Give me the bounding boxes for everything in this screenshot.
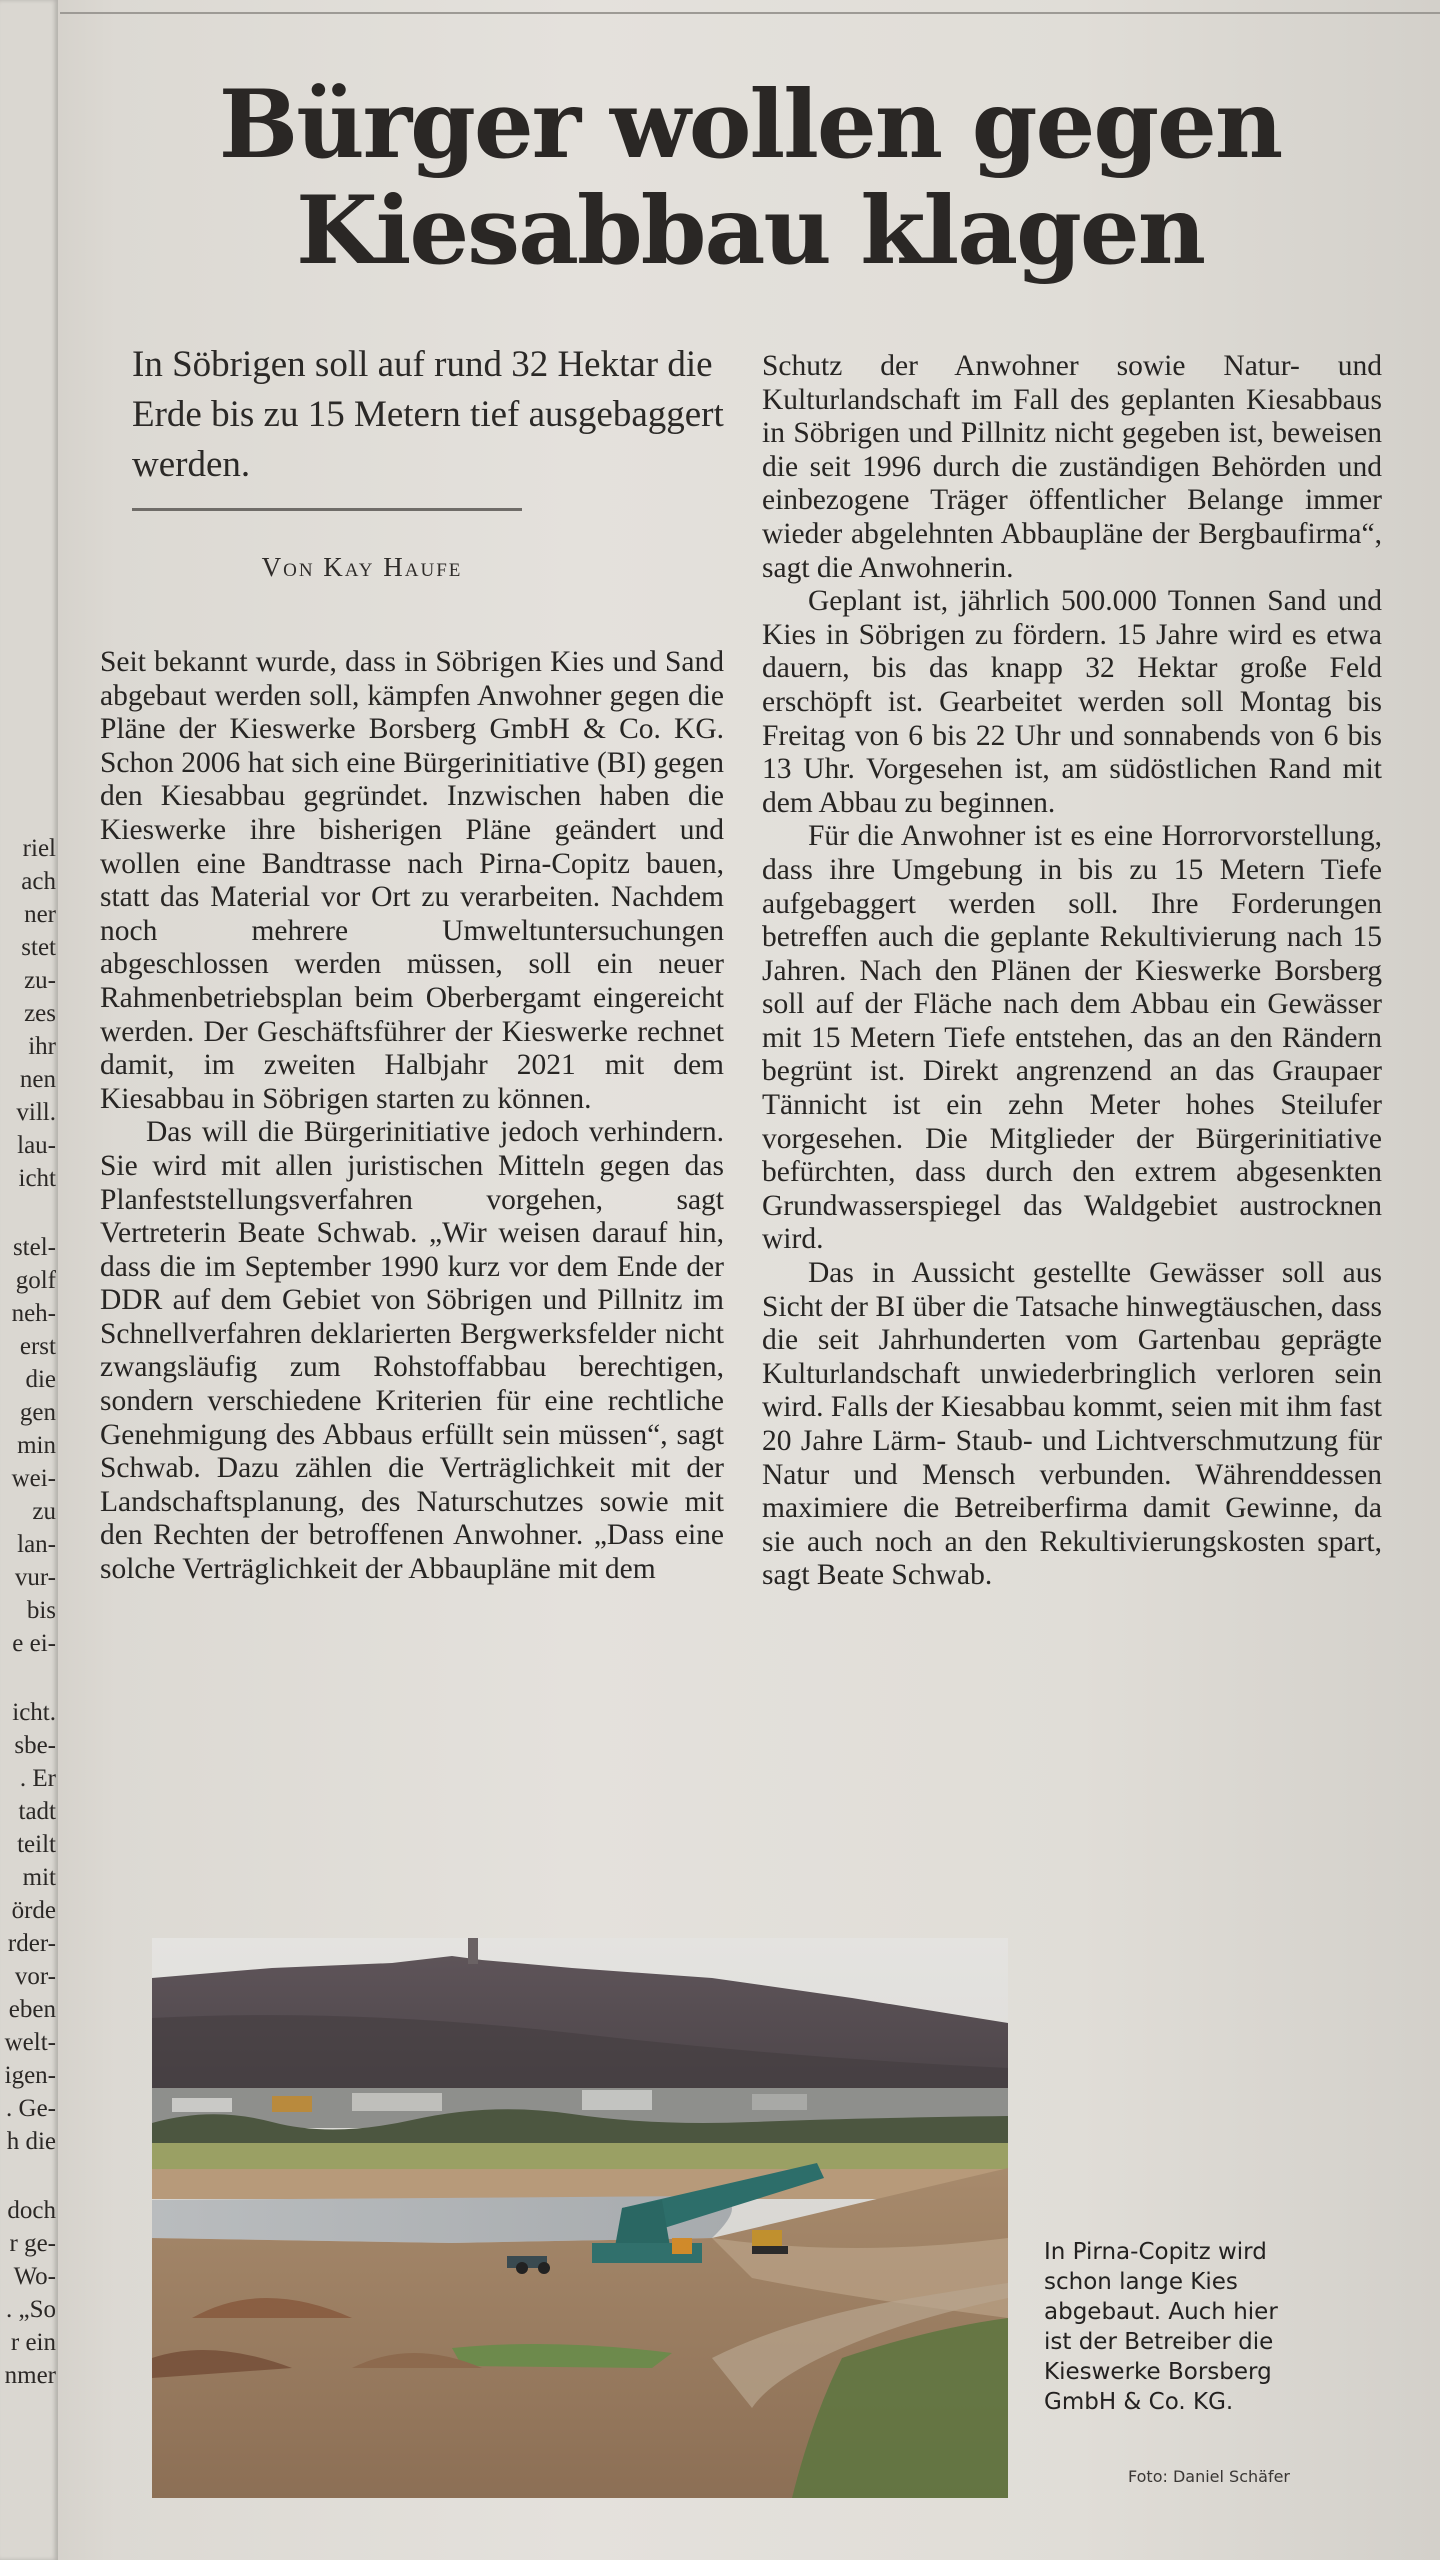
neighbor-column-fragment: igen- xyxy=(4,2062,56,2089)
neighbor-column-fragment: Wo- xyxy=(13,2263,56,2290)
neighbor-column-fragment: vill. xyxy=(16,1099,56,1126)
neighbor-column-fragment: h die xyxy=(6,2128,56,2155)
neighbor-column-fragment: teilt xyxy=(17,1831,56,1858)
neighbor-column-fragment: neh- xyxy=(11,1300,56,1327)
paragraph: Das will die Bürgerinitiative jedoch verhindern. Sie wird mit allen juristischen Mitteln gegen das Planfeststellungsverfahren vorgehen, sagt Vertreterin Beate Schwab. „Wir weisen darauf hin, dass die im September 1990 kurz vor dem Ende der DDR auf dem Gebiet von Söbrigen und Pillnitz im Schnellverfahren deklarierten Bergwerksfelder nicht zwangsläufig zum Rohstoffabbau berechtigen, sondern verschiedene Kriterien für eine rechtliche Genehmigung des Abbaus erfüllt sein müssen“, sagt Schwab. Dazu zählen die Verträglichkeit mit der Landschaftsplanung, des Naturschutzes sowie mit den Rechten der betroffenen Anwohner. „Dass eine solche Verträglichkeit der Abbaupläne mit dem xyxy=(100,1116,724,1586)
neighbor-column-fragment: welt- xyxy=(4,2029,56,2056)
page-fold xyxy=(60,12,1440,14)
neighbor-column-fragment: lan- xyxy=(17,1531,56,1558)
paragraph: Geplant ist, jährlich 500.000 Tonnen Sand und Kies in Söbrigen zu fördern. 15 Jahre wird es etwa dauern, bis das knapp 32 Hektar große Feld erschöpft ist. Gearbeitet werden soll Montag bis Freitag von 6 bis 22 Uhr und sonnabends von 6 bis 13 Uhr. Vorgesehen ist, am südöstlichen Rand mit dem Abbau zu beginnen. xyxy=(762,585,1382,819)
neighbor-column-fragment: wei- xyxy=(11,1465,56,1492)
headline-line-1: Bürger wollen gegen xyxy=(218,70,1282,180)
neighbor-column-fragment: rder- xyxy=(7,1930,56,1957)
paragraph: Seit bekannt wurde, dass in Söbrigen Kies und Sand abgebaut werden soll, kämpfen Anwohner gegen die Pläne der Kieswerke Borsberg GmbH & Co. KG. Schon 2006 hat sich eine Bürgerinitiative (BI) gegen den Kiesabbau gegründet. Inzwischen haben die Kieswerke ihre bisherigen Pläne geändert und wollen eine Bandtrasse nach Pirna-Copitz bauen, statt das Material vor Ort zu verarbeiten. Nachdem noch mehrere Umweltuntersuchungen abgeschlossen werden müssen, soll ein neuer Rahmenbetriebsplan beim Oberbergamt eingereicht werden. Der Geschäftsführer der Kieswerke rechnet damit, im zweiten Halbjahr 2021 mit dem Kiesabbau in Söbrigen starten zu können. xyxy=(100,646,724,1115)
neighbor-column-fragment: mit xyxy=(22,1864,56,1891)
neighbor-column-fragment: die xyxy=(25,1366,56,1393)
body-column-left xyxy=(100,646,724,1587)
byline: Von Kay Haufe xyxy=(261,552,463,582)
neighbor-column-fragment: zes xyxy=(24,1000,56,1027)
neighbor-column-fragment: gen xyxy=(19,1399,56,1426)
neighbor-column-fragment: vur- xyxy=(14,1564,56,1591)
neighbor-column-fragment: eben xyxy=(8,1996,56,2023)
neighbor-column-fragment: . „So xyxy=(6,2296,56,2323)
neighbor-column-fragment: ihr xyxy=(28,1033,56,1060)
neighbor-column-fragment: e ei- xyxy=(12,1630,56,1657)
paragraph: Das in Aussicht gestellte Gewässer soll aus Sicht der BI über die Tatsache hinwegtäuschen, dass die seit Jahrhunderten vom Gartenbau geprägte Kulturlandschaft unwiederbringlich verloren sein wird. Falls der Kiesabbau kommt, seien mit ihm fast 20 Jahre Lärm- Staub- und Lichtverschmutzung für Natur und Mensch verbunden. Währenddessen maximiere die Betreiberfirma damit Gewinne, da sie auch noch an den Rekultivierungskosten spart, sagt Beate Schwab. xyxy=(762,1257,1382,1592)
neighbor-column-fragment: ach xyxy=(21,868,56,895)
neighbor-column-fragment: örde xyxy=(11,1897,56,1924)
neighbor-column-fragment: zu xyxy=(32,1498,56,1525)
neighbor-column-fragment: r ein xyxy=(10,2329,56,2356)
headline xyxy=(150,72,1350,284)
neighbor-column-fragment: bis xyxy=(26,1597,56,1624)
neighbor-column-fragment: tadt xyxy=(18,1798,56,1825)
subtitle: In Söbrigen soll auf rund 32 Hektar die Erde bis zu 15 Metern tief ausgebaggert werden. xyxy=(132,344,724,485)
paragraph: Schutz der Anwohner sowie Natur- und Kulturlandschaft im Fall des geplanten Kiesabbaus in Söbrigen und Pillnitz nicht gegeben ist, beweisen die seit 1996 durch die zuständigen Behörden und einbezogene Träger öffentlicher Belange immer wieder abgelehnten Abbaupläne der Bergbaufirma“, sagt die Anwohnerin. xyxy=(762,350,1382,584)
neighbor-column-fragment: zu- xyxy=(24,967,56,994)
neighbor-column-fragment: lau- xyxy=(17,1132,56,1159)
neighbor-column xyxy=(0,0,58,2560)
neighbor-column-fragment: riel xyxy=(22,835,56,862)
neighbor-column-fragment: ner xyxy=(24,901,56,928)
headline-line-2: Kiesabbau klagen xyxy=(295,176,1205,286)
neighbor-column-fragment: golf xyxy=(15,1267,56,1294)
photo-credit: Foto: Daniel Schäfer xyxy=(1128,2467,1290,2486)
body-column-right xyxy=(762,350,1382,1593)
gravel-pit-photo xyxy=(152,1938,1008,2498)
photo-illustration xyxy=(152,1938,1008,2498)
neighbor-column-fragment: erst xyxy=(19,1333,56,1360)
neighbor-column-fragment: doch xyxy=(7,2197,56,2224)
photo-caption: In Pirna-Copitz wird schon lange Kies abgebaut. Auch hier ist der Betreiber die Kieswerke Borsberg GmbH & Co. KG. xyxy=(1044,2239,1278,2415)
neighbor-column-fragment: vor- xyxy=(14,1963,56,1990)
neighbor-column-fragment: icht xyxy=(18,1165,56,1192)
neighbor-column-fragment: sbe- xyxy=(14,1732,56,1759)
neighbor-column-fragment: icht. xyxy=(12,1699,56,1726)
neighbor-column-fragment: nen xyxy=(19,1066,56,1093)
neighbor-column-fragment: r ge- xyxy=(9,2230,56,2257)
neighbor-column-fragment: stet xyxy=(21,934,56,961)
subtitle-divider xyxy=(132,508,522,511)
paragraph: Für die Anwohner ist es eine Horrorvorstellung, dass ihre Umgebung in bis zu 15 Metern Tiefe aufgebaggert werden soll. Ihre Forderungen betreffen auch die geplante Rekultivierung nach 15 Jahren. Nach den Plänen der Kieswerke Borsberg soll auf der Fläche nach dem Abbau ein Gewässer mit 15 Metern Tiefe entstehen, das an den Rändern begrünt ist. Direkt angrenzend an das Graupaer Tännicht ist ein zehn Meter hohes Steilufer vorgesehen. Die Mitglieder der Bürgerinitiative befürchten, dass durch den extrem abgesenkten Grundwasserspiegel das Waldgebiet austrocknen wird. xyxy=(762,820,1382,1256)
neighbor-column-fragment: min xyxy=(17,1432,56,1459)
neighbor-column-fragment: nmer xyxy=(4,2362,56,2389)
neighbor-column-fragment: . Er xyxy=(19,1765,56,1792)
neighbor-column-fragment: . Ge- xyxy=(6,2095,56,2122)
neighbor-column-fragment: stel- xyxy=(12,1234,56,1261)
